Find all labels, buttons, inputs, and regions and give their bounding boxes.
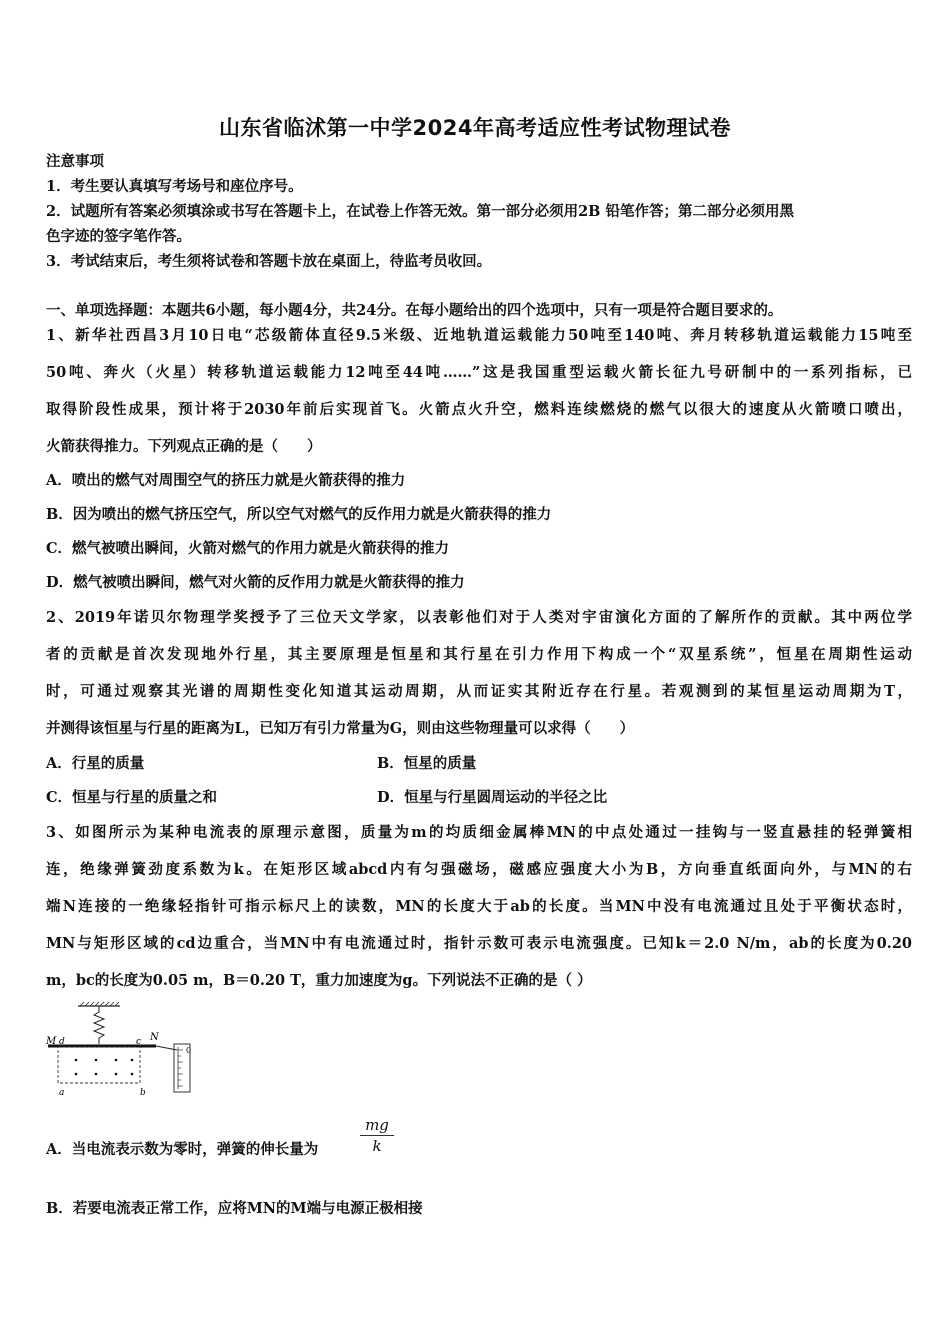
- notice-item-2-cont: 色字迹的签字笔作答。: [46, 228, 191, 245]
- q2-option-b: B．恒星的质量: [377, 755, 477, 772]
- q2-line-4: 并测得该恒星与行星的距离为L，已知万有引力常量为G，则由这些物理量可以求得（ ）: [46, 720, 635, 737]
- fraction-numerator: mg: [360, 1116, 394, 1136]
- notice-item-3: 3．考试结束后，考生须将试卷和答题卡放在桌面上，待监考员收回。: [46, 253, 492, 270]
- ammeter-diagram: [44, 1000, 214, 1100]
- q2-line-1: 2、2019年诺贝尔物理学奖授予了三位天文学家，以表彰他们对于人类对宇宙演化方面的了解所作的贡献。其中两位学: [46, 609, 912, 626]
- label-b: b: [140, 1088, 146, 1098]
- q1-option-b: B．因为喷出的燃气挤压空气，所以空气对燃气的反作用力就是火箭获得的推力: [46, 506, 552, 523]
- label-a: a: [59, 1088, 65, 1098]
- q2-line-2: 者的贡献是首次发现地外行星，其主要原理是恒星和其行星在引力作用下构成一个“双星系统”，恒星在周期性运动: [46, 646, 912, 663]
- q2-line-3: 时，可通过观察其光谱的周期性变化知道其运动周期，从而证实其附近存在行星。若观测到的某恒星运动周期为T，: [46, 683, 912, 700]
- section1-heading: 一、单项选择题：本题共6小题，每小题4分，共24分。在每小题给出的四个选项中，只有一项是符合题目要求的。: [46, 302, 783, 319]
- q3-option-a: A．当电流表示数为零时，弹簧的伸长量为: [46, 1141, 319, 1158]
- q1-line-1: 1、新华社西昌3月10日电“芯级箭体直径9.5米级、近地轨道运载能力50吨至140吨、奔月转移轨道运载能力15吨至: [46, 327, 912, 344]
- q3-option-b: B．若要电流表正常工作，应将MN的M端与电源正极相接: [46, 1200, 423, 1217]
- q1-line-4: 火箭获得推力。下列观点正确的是（ ）: [46, 438, 322, 455]
- q3-line-5: m，bc的长度为0.05 m，B＝0.20 T，重力加速度为g。下列说法不正确的是（ ）: [46, 972, 592, 989]
- notice-item-1: 1．考生要认真填写考场号和座位序号。: [46, 178, 303, 195]
- spring: [94, 1006, 104, 1044]
- q1-option-d: D．燃气被喷出瞬间，燃气对火箭的反作用力就是火箭获得的推力: [46, 574, 465, 591]
- q3-line-3: 端N连接的一绝缘轻指针可指示标尺上的读数，MN的长度大于ab的长度。当MN中没有电流通过且处于平衡状态时，: [46, 898, 912, 915]
- q1-line-3: 取得阶段性成果，预计将于2030年前后实现首飞。火箭点火升空，燃料连续燃烧的燃气以很大的速度从火箭喷口喷出，: [46, 401, 912, 418]
- q1-option-a: A．喷出的燃气对周围空气的挤压力就是火箭获得的推力: [46, 472, 406, 489]
- scale-ticks: [178, 1050, 183, 1086]
- field-dots: [75, 1059, 134, 1076]
- field-region-abcd: [58, 1047, 140, 1083]
- label-c: c: [136, 1037, 142, 1047]
- q2-option-c: C．恒星与行星的质量之和: [46, 789, 218, 806]
- q2-option-d: D．恒星与行星圆周运动的半径之比: [377, 789, 608, 806]
- q3-line-2: 连，绝缘弹簧劲度系数为k。在矩形区域abcd内有匀强磁场，磁感应强度大小为B，方向垂直纸面向外，与MN的右: [46, 861, 912, 878]
- q1-line-2: 50吨、奔火（火星）转移轨道运载能力12吨至44吨……”这是我国重型运载火箭长征九号研制中的一系列指标，已: [46, 364, 912, 381]
- label-d: d: [59, 1037, 65, 1047]
- q3-line-4: MN与矩形区域的cd边重合，当MN中有电流通过时，指针示数可表示电流强度。已知k＝2.0 N/m，ab的长度为0.20: [46, 935, 912, 952]
- fraction-denominator: k: [372, 1137, 382, 1155]
- notice-heading: 注意事项: [46, 153, 104, 170]
- q3-line-1: 3、如图所示为某种电流表的原理示意图，质量为m的均质细金属棒MN的中点处通过一挂钩与一竖直悬挂的轻弹簧相: [46, 824, 912, 841]
- page-title: 山东省临沭第一中学2024年高考适应性考试物理试卷: [219, 116, 731, 140]
- notice-item-2: 2．试题所有答案必须填涂或书写在答题卡上，在试卷上作答无效。第一部分必须用2B 铅笔作答；第二部分必须用黑: [46, 203, 794, 220]
- label-n: N: [150, 1032, 159, 1043]
- q1-option-c: C．燃气被喷出瞬间，火箭对燃气的作用力就是火箭获得的推力: [46, 540, 450, 557]
- q2-option-a: A．行星的质量: [46, 755, 145, 772]
- fraction-mg-over-k: [360, 1116, 394, 1155]
- label-zero: 0: [186, 1046, 192, 1055]
- label-m: M: [46, 1036, 57, 1047]
